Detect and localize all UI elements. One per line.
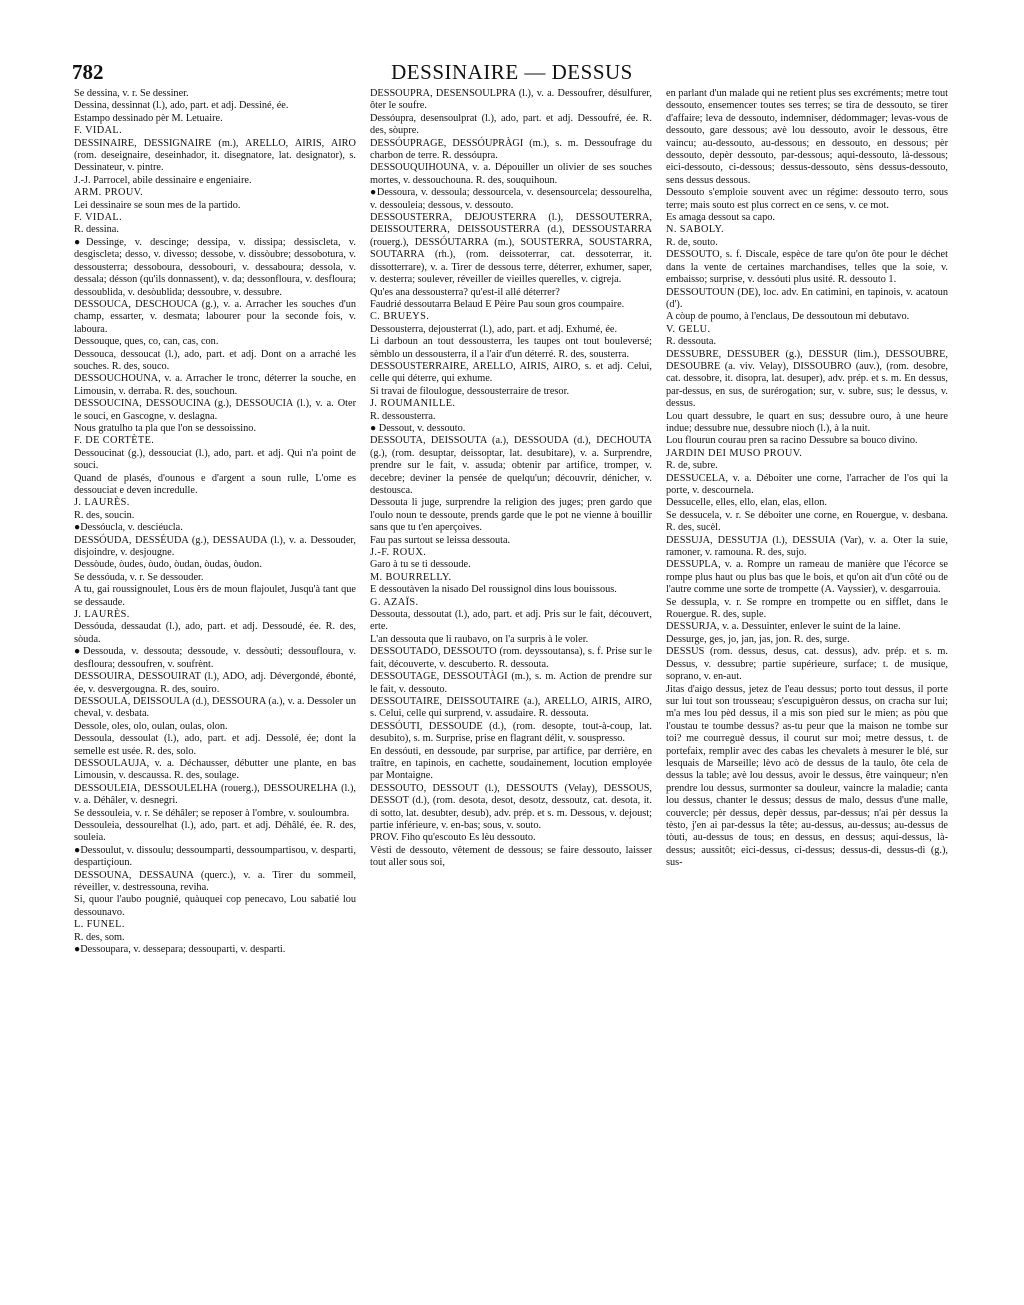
entry-paragraph: Dessòude, òudes, òudo, òudan, òudas, òudon.	[74, 559, 262, 571]
entry-paragraph: DESSÓUTI, DESSOUDE (d.), (rom. desopte, tout-à-coup, lat. desubito), s. m. Surprise, prise en flagrant délit, v. souspresso.	[370, 720, 652, 745]
entry-paragraph: ●Dessinge, v. descinge; dessipa, v. dissipa; dessiscleta, v. desgiscleta; desso, v. divesso; dessobe, v. dissòubre; dessobotura, v. dessousterra; dessoboura, dessobouri, v. dessaboura; dessola, v. dessala; désson (qu'ils donnassent), v. da; dessonfloura, v. desfloura; dessoublida, v. desòublida; dessoubre, v. dessubre.	[74, 236, 356, 298]
entry-paragraph: Dessole, oles, olo, oulan, oulas, olon.	[74, 720, 228, 732]
citation-author: F. VIDAL.	[74, 125, 123, 137]
entry-paragraph: E dessoutàven la nisado Del roussignol dins lous bouissous.	[370, 584, 617, 596]
citation-author: V. GELU.	[666, 323, 711, 335]
entry-paragraph: Dessouta li juge, surprendre la religion des juges; pren gardo que l'oulo noun te dessoute, prends garde que le pot ne vienne à bouillir sans que tu t'en aperçoives.	[370, 497, 652, 534]
citation-author: F. DE CORTÈTE.	[74, 435, 155, 447]
entry-paragraph: Nous gratulho ta pla que l'on se dessoissino.	[74, 422, 257, 434]
page-number: 782	[72, 60, 104, 84]
entry-paragraph: A tu, gai roussignoulet, Lous èrs de moun flajoulet, Jusqu'à tant que se dessaude.	[74, 584, 356, 608]
citation-author: M. BOURRELLY.	[370, 571, 452, 583]
entry-paragraph: ●Dessoupara, v. dessepara; dessouparti, v. desparti.	[74, 944, 286, 956]
citation-author: JARDIN DEI MUSO PROUV.	[666, 447, 803, 459]
entry-paragraph: DESSOUTO, s. f. Discale, espèce de tare qu'on ôte pour le déchet dans la vente de certaines marchandises, telles que la soie, v. embaisso; surprise, v. dessóuti plus usité. R. dessouto 1.	[666, 249, 948, 286]
entry-paragraph: DESSOUCINA, DESSOUCINA (g.), DESSOUCIA (l.), v. a. Oter le souci, en Gascogne, v. deslagna.	[74, 398, 356, 422]
entry-paragraph: DESSUPLA, v. a. Rompre un rameau de manière que l'écorce se rompe plus haut ou plus bas que le bois, et qu'on ait d'un côté ou de l'autre comme une sorte de trompette (A. Vayssier), v. desgarrouia.	[666, 559, 948, 596]
entry-paragraph: DESSOUQUIHOUNA, v. a. Dépouiller un olivier de ses souches mortes, v. dessouchouna. R. des, souquihoun.	[370, 162, 652, 186]
entry-paragraph: Quand de plasés, d'ounous e d'argent a soun rulle, L'ome es dessouciat e deven incredulle.	[74, 472, 356, 496]
entry-paragraph: Si, quour l'aubo pougnié, quàuquei cop penecavo, Lou sabatié lou dessounavo.	[74, 894, 356, 918]
entry-paragraph: DESSOUCHOUNA, v. a. Arracher le tronc, déterrer la souche, en Limousin, v. derraba. R. des, souchoun.	[74, 373, 356, 397]
entry-paragraph: DESSÓUDA, DESSÉUDA (g.), DESSAUDA (l.), v. a. Dessouder, disjoindre, v. desjougne.	[74, 534, 356, 559]
entry-paragraph: Si travai de filoulogue, dessousterraire de tresor.	[370, 385, 570, 397]
entry-paragraph: R. des, soucin.	[74, 509, 135, 521]
entry-paragraph: DESSOUTADO, DESSOUTO (rom. deyssoutansa), s. f. Prise sur le fait, découverte, v. descuberto. R. dessouta.	[370, 646, 652, 670]
entry-paragraph: Dessouta, dessoutat (l.), ado, part. et adj. Pris sur le fait, découvert, erte.	[370, 609, 652, 633]
entry-paragraph: ●Dessouda, v. dessouta; dessoude, v. dessòuti; dessoufloura, v. desfloura; dessoufren, v. soufrènt.	[74, 646, 356, 670]
citation-author: F. VIDAL.	[74, 212, 123, 224]
entry-paragraph: ●Dessóucla, v. desciéucla.	[74, 522, 183, 534]
entry-paragraph: Se dessupla, v. r. Se rompre en trompette ou en sifflet, dans le Rouergue. R. des, suple.	[666, 596, 948, 621]
entry-paragraph: DESSOUSTERRA, DEJOUSTERRA (l.), DESSOUTERRA, DEISSOUTERRA, DEISSOUSTERRA (d.), DESSOUSTARRA (rouerg.), DESSÓUTARRA (m.), SOUSTERRA, SOUSTARRA, SOUTARRA (rh.), (rom. deissoterrar, cat. dessoterrar, it. dissotterrare), v. a. Tirer de dessous terre, déterrer, exhumer, saper, v. desterra; soulever, réveiller de vieilles querelles, v. cigreja.	[370, 212, 652, 286]
column-left	[74, 88, 356, 1288]
entry-paragraph: DESSUBRE, DESSUBER (g.), DESSUR (lim.), DESSOUBRE, DESOUBRE (a. viv. Velay), DISSOUBRO (auv.), (rom. desobre, cat. dessobre, it. disopra, lat. desuper), adv. prép. et s. m. En dessus, par-dessus, en sus, de surérogation; sur, v. subre, sus; le dessus, v. dessus.	[666, 348, 948, 410]
entry-paragraph: R. dessousterra.	[370, 410, 436, 422]
entry-paragraph: R. dessina.	[74, 224, 119, 236]
entry-paragraph: DESSOUSTERRAIRE, ARELLO, AIRIS, AIRO, s. et adj. Celui, celle qui déterre, qui exhume.	[370, 360, 652, 385]
entry-paragraph: DESSÓUPRA, DESENSOULPRA (l.), v. a. Dessoufrer, désulfurer, ôter le soufre.	[370, 88, 652, 112]
citation-author: J. ROUMANILLE.	[370, 398, 456, 410]
entry-paragraph: DESSOUTA, DEISSOUTA (a.), DESSOUDA (d.), DECHOUTA (g.), (rom. desuptar, deissoptar, lat. desubitare), v. a. Surprendre, prendre sur le fait, v. assuda; obtenir par artifice, tromper, v. decebre; deviner la pensée de quelqu'un; découvrir, dénicher, v. destousca.	[370, 435, 652, 496]
entry-paragraph: Dessina, dessinnat (l.), ado, part. et adj. Dessiné, ée.	[74, 100, 289, 112]
entry-paragraph: Dessóupra, desensoulprat (l.), ado, part. et adj. Dessoufré, ée. R. des, sòupre.	[370, 112, 652, 137]
citation-author: C. BRUEYS.	[370, 311, 430, 323]
citation-author: N. SABOLY.	[666, 224, 724, 236]
entry-paragraph: Dessoula, dessoulat (l.), ado, part. et adj. Dessolé, ée; dont la semelle est usée. R. des, solo.	[74, 733, 356, 757]
page-header	[72, 60, 952, 90]
entry-paragraph: En dessóuti, en dessoude, par surprise, par artifice, par derrière, en traître, en tapinois, en cachette, soudainement, locution employée par Montaigne.	[370, 745, 652, 782]
entry-paragraph: DESSOULAUJA, v. a. Déchausser, débutter une plante, en bas Limousin, v. descaussa. R. des, soulage.	[74, 757, 356, 782]
entry-paragraph: Estampo dessinado pèr M. Letuaire.	[74, 112, 223, 124]
entry-paragraph: R. des, som.	[74, 931, 125, 943]
entry-paragraph: Li darboun an tout dessousterra, les taupes ont tout bouleversé; sèmblo un dessousterra, il a l'air d'un déterré. R. des, sousterra.	[370, 336, 652, 360]
entry-paragraph: A còup de poumo, à l'enclaus, De dessoutoun mi debutavo.	[666, 311, 910, 323]
entry-paragraph: DESSOUTAGE, DESSOUTÀGI (m.), s. m. Action de prendre sur le fait, v. dessouto.	[370, 671, 652, 695]
entry-paragraph: Lou flourun courau pren sa racino Dessubre sa bouco divino.	[666, 435, 918, 447]
entry-paragraph: Se dessóuda, v. r. Se dessouder.	[74, 571, 204, 583]
entry-paragraph: Garo à tu se ti dessoude.	[370, 559, 471, 571]
entry-paragraph: DESSOUIRA, DESSOUIRAT (l.), ADO, adj. Dévergondé, ébonté, ée, v. desvergougna. R. des, souiro.	[74, 671, 356, 695]
text-columns	[74, 88, 954, 1288]
entry-paragraph: DESSOUCA, DESCHOUCA (g.), v. a. Arracher les souches d'un champ, essarter, v. desmata; labourer pour la seconde fois, v. laboura.	[74, 298, 356, 335]
entry-paragraph: Es amaga dessout sa capo.	[666, 212, 775, 224]
entry-paragraph: Dessoucinat (g.), dessouciat (l.), ado, part. et adj. Qui n'a point de souci.	[74, 447, 356, 472]
column-middle	[370, 88, 652, 1288]
entry-paragraph: DESSINAIRE, DESSIGNAIRE (m.), ARELLO, AIRIS, AIRO (rom. deseignaire, deseinhador, it. disegnatore, lat. designator), s. Dessinateur, v. pintre.	[74, 137, 356, 174]
entry-paragraph: DESSURJA, v. a. Dessuinter, enlever le suint de la laine.	[666, 621, 901, 633]
entry-paragraph: L'an dessouta que li raubavo, on l'a surpris à le voler.	[370, 633, 589, 645]
entry-paragraph: DESSUCELA, v. a. Déboiter une corne, l'arracher de l'os qui la porte, v. descournela.	[666, 472, 948, 496]
entry-paragraph: Dessóuda, dessaudat (l.), ado, part. et adj. Dessoudé, ée. R. des, sòuda.	[74, 621, 356, 645]
entry-paragraph: Se dessucela, v. r. Se déboiter une corne, en Rouergue, v. desbana. R. des, sucèl.	[666, 509, 948, 534]
entry-paragraph: DESSOUNA, DESSAUNA (querc.), v. a. Tirer du sommeil, réveiller, v. destressouna, reviha.	[74, 869, 356, 893]
entry-paragraph: Faudrié dessoutarra Belaud E Pèire Pau soun gros coumpaire.	[370, 298, 625, 310]
entry-paragraph: Dessurge, ges, jo, jan, jas, jon. R. des, surge.	[666, 633, 850, 645]
entry-paragraph: DESSOUTAIRE, DEISSOUTAIRE (a.), ARELLO, AIRIS, AIRO, s. Celui, celle qui surprend, v. assudaire. R. dessouta.	[370, 695, 652, 720]
running-head: DESSINAIRE — DESSUS	[391, 60, 633, 84]
entry-paragraph: Qu'es ana dessousterra? qu'est-il allé déterrer?	[370, 286, 560, 298]
entry-paragraph: R. de, souto.	[666, 236, 718, 248]
entry-paragraph: J.-J. Parrocel, abile dessinaire e engeniaire.	[74, 174, 252, 186]
entry-paragraph: R. de, subre.	[666, 460, 718, 472]
entry-paragraph: DESSOUTO, DESSOUT (l.), DESSOUTS (Velay), DESSOUS, DESSOT (d.), (rom. desota, desot, desotz, dessoutz, cat. desota, it. di sotto, lat. desubter, desub), adv. prép. et s. m. Dessous, v. dejoust; partie inférieure, v. en-bas; sous, v. souto.	[370, 782, 652, 831]
entry-paragraph: Lou quart dessubre, le quart en sus; dessubre ouro, à une heure indue; dessubre nue, dessubre nioch (l.), à la nuit.	[666, 410, 948, 434]
entry-paragraph: ●Dessoulut, v. dissoulu; dessoumparti, dessoumpartisou, v. desparti, despartiçioun.	[74, 844, 356, 869]
entry-paragraph: Dessouca, dessoucat (l.), ado, part. et adj. Dont on a arraché les souches. R. des, souco.	[74, 348, 356, 372]
entry-paragraph: DESSOULEIA, DESSOULELHA (rouerg.), DESSOURELHA (l.), v. a. Déhâler, v. desnegri.	[74, 782, 356, 807]
entry-paragraph: en parlant d'un malade qui ne retient plus ses excréments; metre tout dessouto, ensemencer toutes ses terres; se tira de dessouto, se tirer d'affaire; leva de dessouto, indemniser, dédommager; levas-vous de dessouto, gare dessous; avè lou dessouto, avoir le dessous, être vaincu; au-dessouto, au-dessous; en dessouto, en dessous; pèr dessouto, depèr dessouto, par-dessous; aqui-dessouto, là-dessous; eici-dessouto, ci-dessous; dessus-dessouto, sèns dessus-dessouto, sens dessus dessous.	[666, 88, 948, 186]
citation-author: ARM. PROUV.	[74, 187, 144, 199]
entry-paragraph: Dessouleia, dessourelhat (l.), ado, part. et adj. Déhâlé, ée. R. des, souleia.	[74, 819, 356, 844]
entry-paragraph: Dessouto s'emploie souvent avec un régime: dessouto terro, sous terre; mais souto est plus correct en ce sens, v. ce mot.	[666, 187, 948, 211]
citation-author: G. AZAÏS.	[370, 596, 419, 608]
citation-author: J. LAURÈS.	[74, 497, 130, 509]
entry-paragraph: Lei dessinaire se soun mes de la partido.	[74, 199, 241, 211]
entry-paragraph: ●Dessoura, v. dessoula; dessourcela, v. desensourcela; dessourelha, v. dessouleia; dessous, v. dessouto.	[370, 187, 652, 211]
entry-paragraph: Vèsti de dessouto, vêtement de dessous; se faire dessouto, laisser tout aller sous soi,	[370, 844, 652, 869]
entry-paragraph: R. dessouta.	[666, 336, 717, 348]
entry-paragraph: Dessousterra, dejousterrat (l.), ado, part. et adj. Exhumé, ée.	[370, 323, 618, 335]
column-right	[666, 88, 948, 1288]
citation-author: J.-F. ROUX.	[370, 547, 427, 559]
entry-paragraph: Jitas d'aigo dessus, jetez de l'eau dessus; porto tout dessus, il porte sur lui tout son trousseau; s'escupiguèron dessus, on cracha sur lui; m'a mes lou pèd dessus, il a mis son pied sur le mien; as pòu que l'oustau te toumbe dessus? as-tu peur que la maison ne tombe sur toi? me courreguè dessus, il courut sur moi; metre dessus, t. de portefaix, remplir avec des cabas les chevalets à mesurer le blé, sur lesquais de Marseille; lèvo acò de dessus de la taulo, ôte cela de dessus la table; avè lou dessus, avoir le dessus, être vainqueur; n'en prendre lou dessus, surmonter sa douleur, vaincre la maladie; canta lou dessus, chanter le dessus; dessus de malo, dessus d'une malle, couvercle; pèr dessus, depèr dessus, par-dessus; n'ai pèr dessus la tèsto, j'en ai par-dessus la tête; au-dessus, au-dessus; au-dessus de tòuti, au-dessus de tous; en dessus, en dessus; aqui-dessus, là-dessus; aussitôt; eici-dessus, ci-dessus; dessus-di, dessus-di (g.), sus-	[666, 683, 948, 869]
entry-paragraph: DESSÓUPRAGE, DESSÓUPRÀGI (m.), s. m. Dessoufrage du charbon de terre. R. dessóupra.	[370, 137, 652, 162]
entry-paragraph: DESSOUTOUN (DE), loc. adv. En catimini, en tapinois, v. acatoun (d').	[666, 286, 948, 310]
entry-paragraph: DESSOULA, DEISSOULA (d.), DESSOURA (a.), v. a. Dessoler un cheval, v. desbata.	[74, 695, 356, 720]
entry-paragraph: Dessucelle, elles, ello, elan, elas, ellon.	[666, 497, 827, 509]
entry-paragraph: Dessouque, ques, co, can, cas, con.	[74, 336, 219, 348]
citation-author: L. FUNEL.	[74, 919, 125, 931]
entry-paragraph: DESSUJA, DESSUTJA (l.), DESSUIA (Var), v. a. Oter la suie, ramoner, v. ramouna. R. des, sujo.	[666, 534, 948, 559]
entry-paragraph: DESSUS (rom. dessus, desus, cat. dessus), adv. prép. et s. m. Dessus, v. dessubre; partie supérieure, surface; t. de musique, soprano, v. en-aut.	[666, 646, 948, 683]
entry-paragraph: PROV. Fiho qu'escouto Es lèu dessouto.	[370, 832, 536, 844]
entry-paragraph: ● Dessout, v. dessouto.	[370, 422, 466, 434]
entry-paragraph: Fau pas surtout se leissa dessouta.	[370, 534, 511, 546]
entry-paragraph: Se dessouleia, v. r. Se déhâler; se reposer à l'ombre, v. souloumbra.	[74, 807, 350, 819]
citation-author: J. LAURÈS.	[74, 609, 130, 621]
entry-paragraph: Se dessina, v. r. Se dessiner.	[74, 88, 189, 99]
